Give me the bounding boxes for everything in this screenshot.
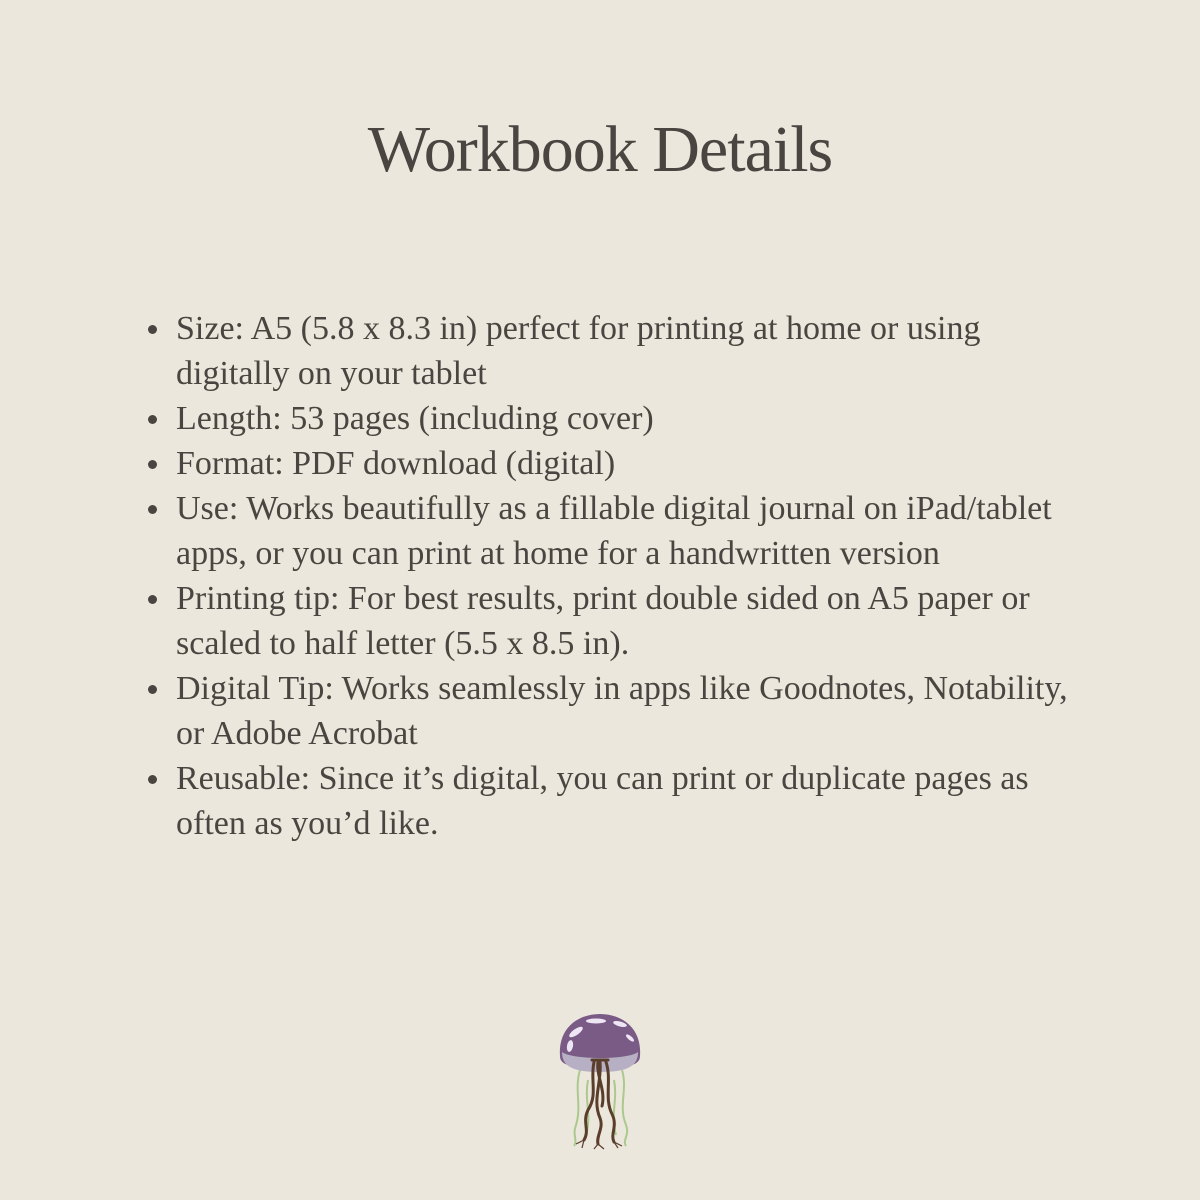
detail-text: Use: Works beautifully as a fillable digital journal on iPad/tablet apps, or you can print at home for a handwritten version	[176, 490, 1052, 572]
detail-reusable	[176, 756, 1076, 846]
bullet-icon	[148, 415, 157, 424]
detail-use	[176, 486, 1076, 576]
detail-text: Length: 53 pages (including cover)	[176, 400, 654, 437]
bullet-icon	[148, 325, 157, 334]
detail-text: Printing tip: For best results, print double sided on A5 paper or scaled to half letter (5.5 x 8.5 in).	[176, 580, 1030, 662]
detail-printing-tip	[176, 576, 1076, 666]
bullet-icon	[148, 505, 157, 514]
details-list	[176, 306, 1076, 846]
bullet-icon	[148, 460, 157, 469]
detail-text: Format: PDF download (digital)	[176, 445, 616, 482]
jellyfish-mushroom-icon	[552, 1010, 648, 1150]
detail-text: Size: A5 (5.8 x 8.3 in) perfect for printing at home or using digitally on your tablet	[176, 310, 981, 392]
bullet-icon	[148, 685, 157, 694]
page-title: Workbook Details	[367, 113, 833, 186]
bullet-icon	[148, 595, 157, 604]
detail-format	[176, 441, 1076, 486]
detail-digital-tip	[176, 666, 1076, 756]
detail-size	[176, 306, 1076, 396]
bullet-icon	[148, 775, 157, 784]
detail-text: Digital Tip: Works seamlessly in apps like Goodnotes, Notability, or Adobe Acrobat	[176, 670, 1068, 752]
detail-length	[176, 396, 1076, 441]
detail-text: Reusable: Since it’s digital, you can print or duplicate pages as often as you’d like.	[176, 760, 1029, 842]
